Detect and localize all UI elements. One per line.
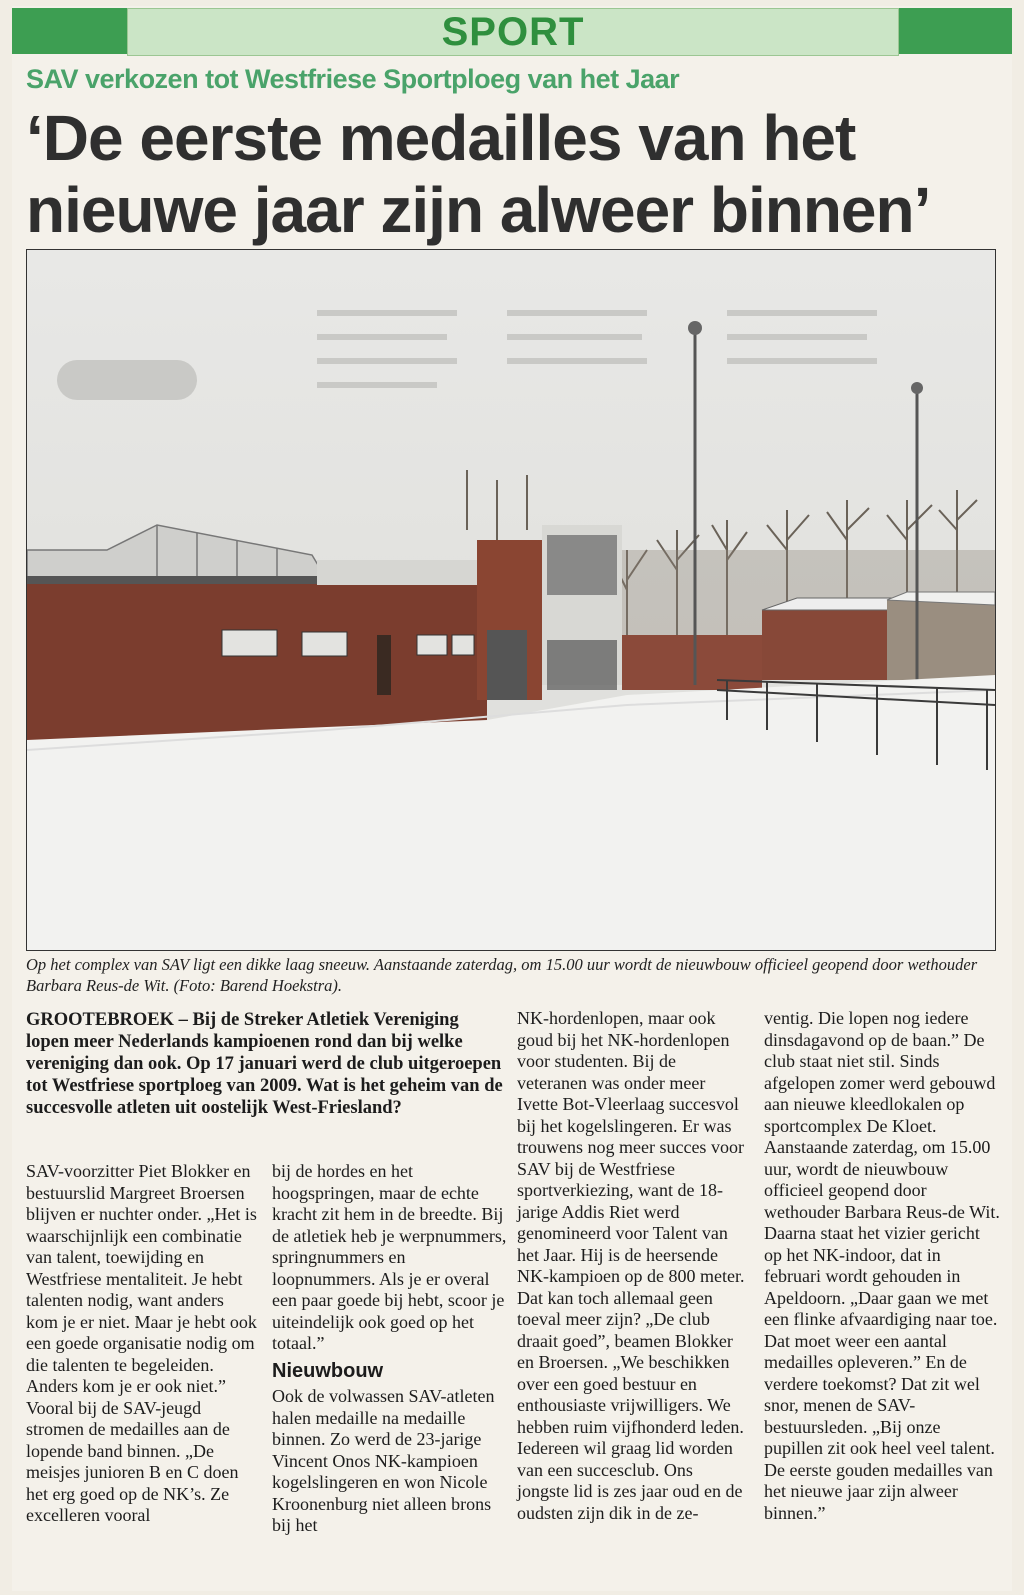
article-column-4 (764, 1008, 1002, 1524)
photo-caption: Op het complex van SAV ligt een dikke laag sneeuw. Aanstaande zaterdag, om 15.00 uur wordt de nieuwbouw officieel geopend door wethouder Barbara Reus-de Wit. (Foto: Barend Hoekstra). (26, 955, 978, 995)
kicker: SAV verkozen tot Westfriese Sportploeg van het Jaar (26, 64, 680, 94)
photo-sav-clubhouse-snow (27, 250, 995, 950)
article-column-2 (272, 1161, 508, 1537)
section-banner (12, 6, 1012, 56)
column-2-text-a: bij de hordes en het hoogspringen, maar de echte kracht zit hem in de breedte. Bij de atletiek heb je werpnummers, springnummers en loopnummers. Als je er overal een paar goede bij hebt, scoor je uiteindelijk ook goed op het totaal.” (272, 1161, 507, 1353)
column-2-text-b: Ook de volwassen SAV-atleten halen medaille na medaille binnen. Zo werd de 23-jarige Vincent Onos NK-kampioen kogelslingeren en won Nicole Kroonenburg niet alleen brons bij het (272, 1386, 495, 1535)
article-photo (26, 249, 996, 951)
headline: ‘De eerste medailles van het nieuwe jaar zijn alweer binnen’ (26, 102, 931, 246)
article-lead: GROOTEBROEK – Bij de Streker Atletiek Vereniging lopen meer Nederlands kampioenen rond dan bij welke vereniging dan ook. Op 17 januari werd de club uitgeroepen tot Westfriese sportploeg van 2009. Wat is het geheim van de succesvolle atleten uit oostelijk West-Friesland? (26, 1010, 503, 1118)
article-column-1 (26, 1161, 258, 1527)
section-label: SPORT (441, 9, 585, 54)
article-column-3 (517, 1008, 749, 1524)
newspaper-page (12, 6, 1012, 1591)
section-label-box (127, 8, 899, 56)
column-3-text: NK-hordenlopen, maar ook goud bij het NK-hordenlopen voor studenten. Bij de veteranen was onder meer Ivette Bot-Vleerlaag succesvol bij het kogelslingeren. Er was trouwens nog meer succes voor SAV bij de Westfriese sportverkiezing, want de 18-jarige Addis Riet werd genomineerd voor Talent van het Jaar. Hij is de heersende NK-kampioen op de 800 meter. Dat kan toch allemaal geen toeval meer zijn? „De club draait goed”, beamen Blokker en Broersen. „We beschikken over een goed bestuur en enthousiaste vrijwilligers. We hebben ruim vijfhonderd leden. Iedereen wil graag lid worden van een succesclub. Ons jongste lid is zes jaar oud en de oudsten zijn dik in de ze- (517, 1008, 745, 1523)
column-4-text: ventig. Die lopen nog iedere dinsdagavond op de baan.” De club staat niet stil. Sinds afgelopen zomer werd gebouwd aan nieuwe kleedlokalen op sportcomplex De Kloet. Aanstaande zaterdag, om 15.00 uur, wordt de nieuwbouw officieel geopend door wethouder Barbara Reus-de Wit. Daarna staat het vizier gericht op het NK-indoor, dat in februari wordt gehouden in Apeldoorn. „Daar gaan we met een flinke afvaardiging naar toe. Dat moet weer een aantal medailles opleveren.” En de verdere toekomst? Dat zit wel snor, menen de SAV-bestuursleden. „Bij onze pupillen zit ook heel veel talent. De eerste gouden medailles van het nieuwe jaar zijn alweer binnen.” (764, 1008, 1000, 1523)
column-1-text: SAV-voorzitter Piet Blokker en bestuurslid Margreet Broersen blijven er nuchter onder. „Het is waarschijnlijk een combinatie van talent, toewijding en Westfriese mentaliteit. Je hebt talenten nodig, want anders kom je er niet. Maar je hebt ook een goede organisatie nodig om die talenten te begeleiden. Anders kom je er ook niet.” Vooral bij de SAV-jeugd stromen de medailles aan de lopende band binnen. „De meisjes junioren B en C doen het erg goed op de NK’s. Ze excelleren vooral (26, 1161, 257, 1525)
subhead-nieuwbouw: Nieuwbouw (272, 1359, 384, 1382)
